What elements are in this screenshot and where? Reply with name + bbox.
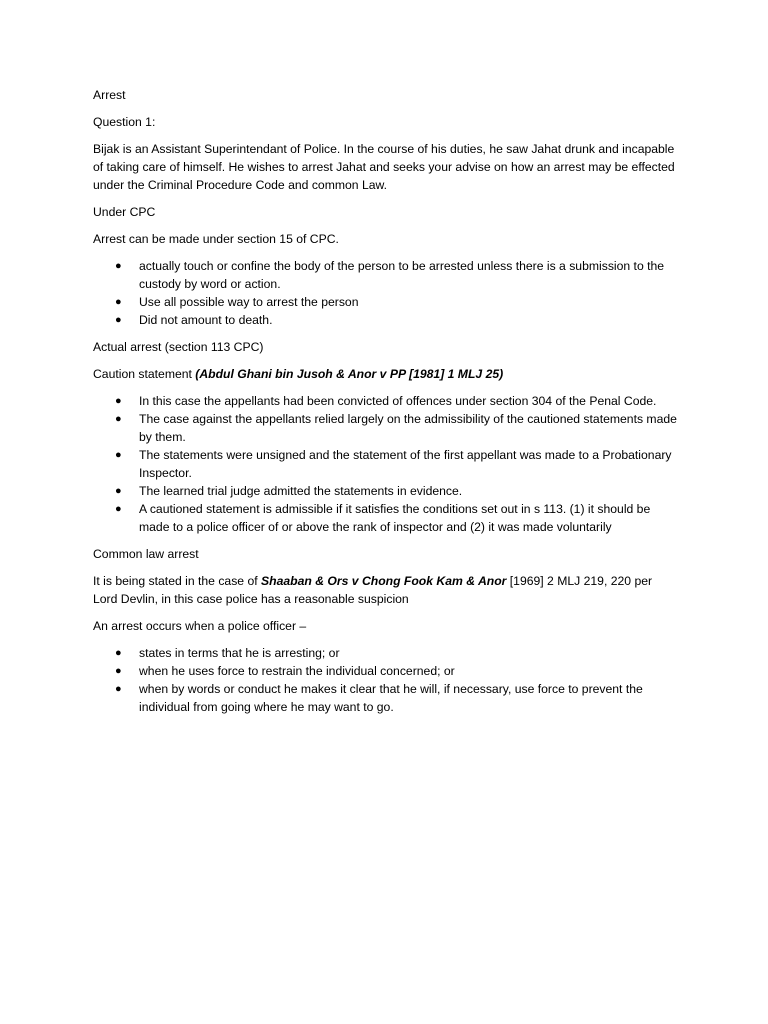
arrest-conditions-list bbox=[93, 644, 678, 716]
list-item: ● A cautioned statement is admissible if it satisfies the conditions set out in s 113. (1) it should be made to a police officer of or above the rank of inspector and (2) it was made voluntarily bbox=[115, 502, 651, 534]
list-item: ● In this case the appellants had been convicted of offences under section 304 of the Penal Code. bbox=[115, 394, 657, 408]
document-title: Arrest bbox=[93, 88, 126, 102]
caution-label: Caution statement bbox=[93, 367, 196, 381]
section15-paragraph: Arrest can be made under section 15 of CPC. bbox=[93, 232, 339, 246]
scenario-paragraph: Bijak is an Assistant Superintendant of Police. In the course of his duties, he saw Jahat drunk and incapable of taking care of himself. He wishes to arrest Jahat and seeks your advise on how an arrest may be effected under the Criminal Procedure Code and common Law. bbox=[93, 142, 675, 192]
under-cpc-heading: Under CPC bbox=[93, 205, 156, 219]
bullet-icon: ● bbox=[115, 503, 122, 515]
bullet-icon: ● bbox=[115, 449, 122, 461]
section15-list bbox=[93, 257, 678, 329]
caution-list bbox=[93, 392, 678, 536]
common-law-case-citation: Shaaban & Ors v Chong Fook Kam & Anor bbox=[261, 574, 507, 588]
bullet-icon: ● bbox=[115, 260, 122, 272]
caution-heading bbox=[93, 365, 678, 383]
list-item: ● states in terms that he is arresting; or bbox=[115, 646, 340, 660]
bullet-icon: ● bbox=[115, 647, 122, 659]
caution-case-citation: (Abdul Ghani bin Jusoh & Anor v PP [1981] 1 MLJ 25) bbox=[195, 367, 504, 381]
list-item: ● when he uses force to restrain the individual concerned; or bbox=[115, 664, 455, 678]
bullet-icon: ● bbox=[115, 296, 122, 308]
document-page bbox=[93, 86, 678, 725]
bullet-icon: ● bbox=[115, 314, 122, 326]
list-item: ● Did not amount to death. bbox=[115, 313, 273, 327]
arrest-occurs-paragraph: An arrest occurs when a police officer – bbox=[93, 619, 307, 633]
common-law-paragraph: It is being stated in the case of Shaaban & Ors v Chong Fook Kam & Anor [1969] 2 MLJ 219, 220 per Lord Devlin, in this case police has a reasonable suspicion bbox=[93, 574, 653, 606]
list-item: ● actually touch or confine the body of the person to be arrested unless there is a submission to the custody by word or action. bbox=[115, 259, 665, 291]
list-item: ● The learned trial judge admitted the statements in evidence. bbox=[115, 484, 463, 498]
list-item: ● Use all possible way to arrest the person bbox=[115, 295, 359, 309]
actual-arrest-heading: Actual arrest (section 113 CPC) bbox=[93, 340, 264, 354]
bullet-icon: ● bbox=[115, 665, 122, 677]
list-item: ● The case against the appellants relied largely on the admissibility of the cautioned statements made by them. bbox=[115, 412, 677, 444]
list-item: ● The statements were unsigned and the statement of the first appellant was made to a Probationary Inspector. bbox=[115, 448, 672, 480]
list-item: ● when by words or conduct he makes it clear that he will, if necessary, use force to prevent the individual from going where he may want to go. bbox=[115, 682, 643, 714]
question-label: Question 1: bbox=[93, 115, 156, 129]
common-law-heading: Common law arrest bbox=[93, 547, 199, 561]
bullet-icon: ● bbox=[115, 683, 122, 695]
bullet-icon: ● bbox=[115, 485, 122, 497]
bullet-icon: ● bbox=[115, 413, 122, 425]
bullet-icon: ● bbox=[115, 395, 122, 407]
